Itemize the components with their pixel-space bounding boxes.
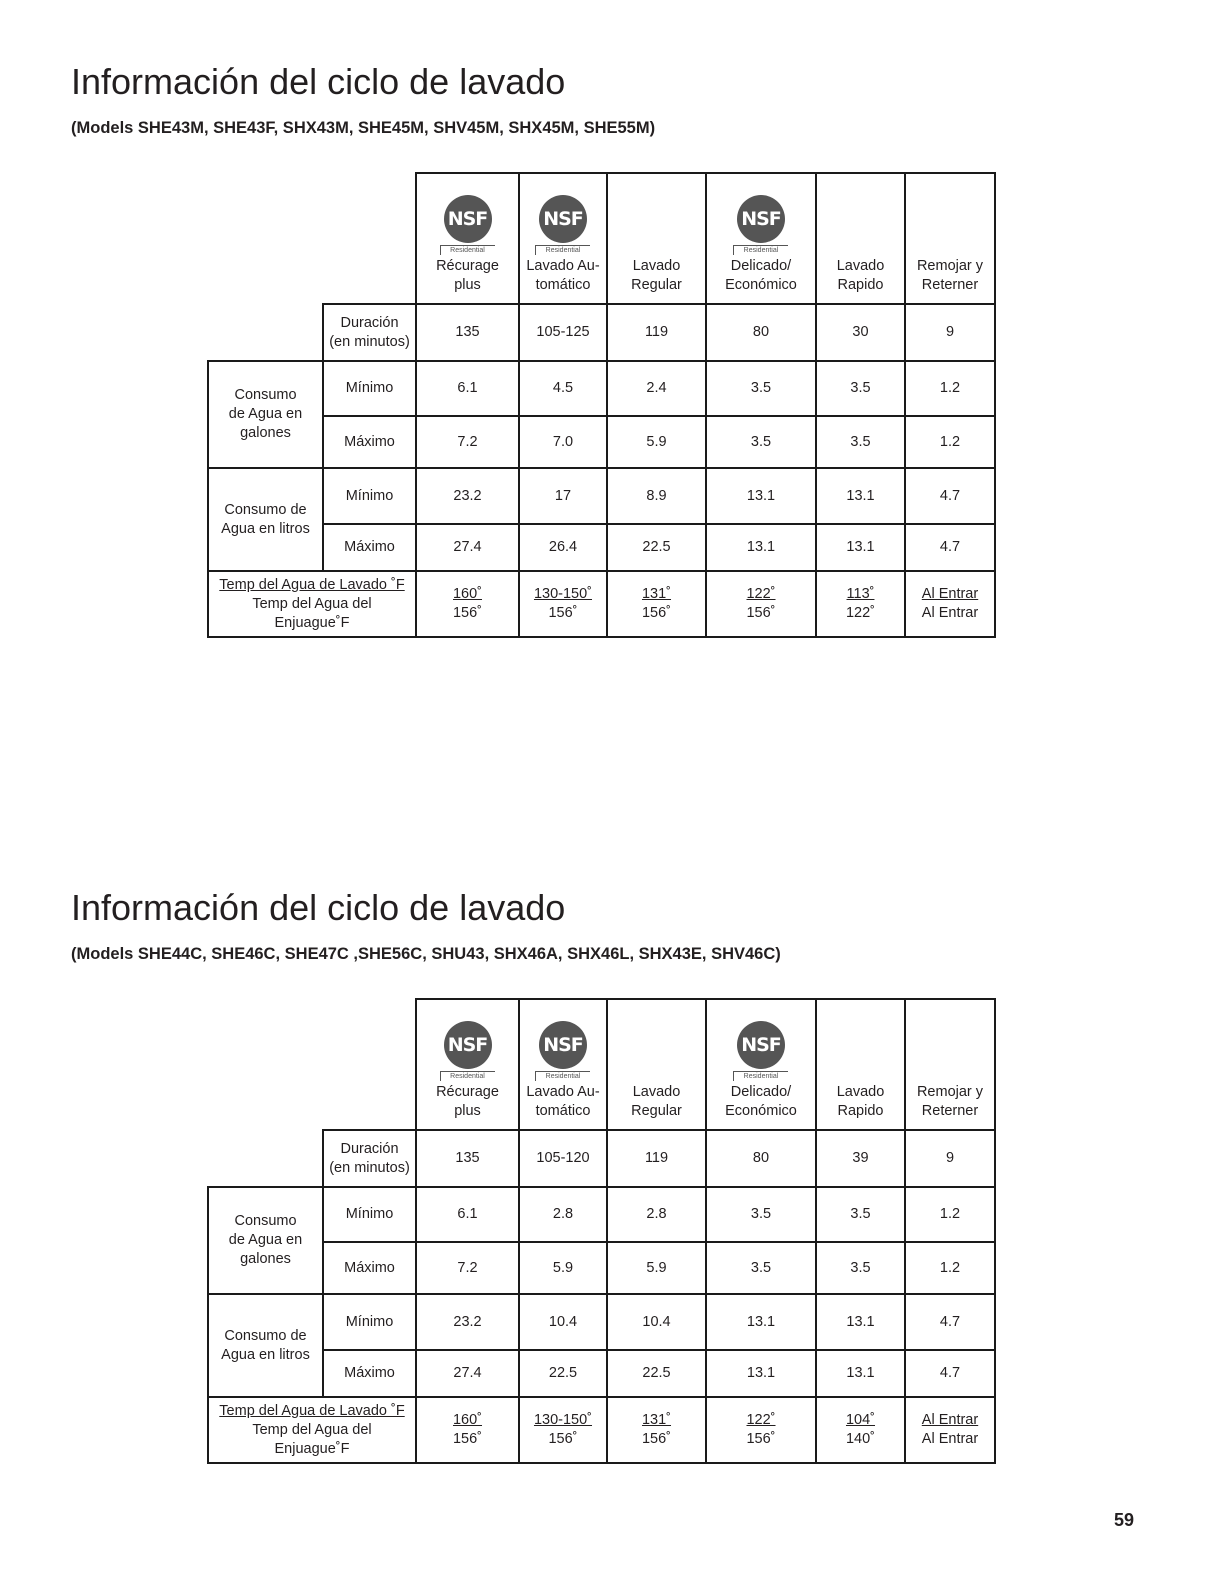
duration-row: [208, 1130, 995, 1187]
wash-temp: 104˚: [845, 1412, 876, 1428]
gallons-label: Consumo de Agua en galones: [208, 361, 323, 468]
liters-max-row: [208, 524, 995, 571]
wash-temp: 131˚: [641, 586, 672, 602]
value-cell: 119: [607, 304, 706, 361]
value-cell: 3.5: [816, 416, 905, 468]
value-cell: 5.9: [519, 1242, 607, 1294]
cycle-name: Económico: [725, 277, 797, 293]
rinse-temp: 140˚: [845, 1431, 876, 1447]
value-cell: 7.0: [519, 416, 607, 468]
cycle-name: tomático: [535, 277, 591, 293]
value-cell: 23.2: [416, 468, 519, 524]
value-cell: 4.7: [905, 1294, 995, 1350]
cycle-name: Delicado/: [730, 1084, 792, 1100]
cycle-name: Delicado/: [730, 258, 792, 274]
rinse-temp: 156˚: [641, 1431, 672, 1447]
cycle-name: plus: [454, 277, 481, 293]
value-cell: 80: [706, 304, 816, 361]
value-cell: 2.8: [519, 1187, 607, 1242]
wash-temp: 131˚: [641, 1412, 672, 1428]
value-cell: 13.1: [816, 1294, 905, 1350]
temperature-label: Temp del Agua de Lavado ˚F Temp del Agua del Enjuague˚F: [208, 1397, 416, 1463]
wash-temp: Al Entrar: [921, 1412, 979, 1428]
min-label: Mínimo: [323, 468, 416, 524]
nsf-residential-label: Residential: [440, 245, 495, 255]
cycle-name: Remojar y: [916, 258, 984, 274]
value-cell: 5.9: [607, 1242, 706, 1294]
min-label: Mínimo: [323, 1294, 416, 1350]
duration-label: Duración (en minutos): [323, 1130, 416, 1187]
cycle-header: [607, 999, 706, 1130]
cycle-name: tomático: [535, 1103, 591, 1119]
wash-temp: 113˚: [846, 586, 875, 602]
value-cell: 27.4: [416, 524, 519, 571]
value-cell: 13.1: [706, 1294, 816, 1350]
value-cell: 3.5: [706, 1242, 816, 1294]
max-label: Máximo: [323, 524, 416, 571]
header-row: [208, 999, 995, 1130]
cycle-name: Regular: [631, 277, 682, 293]
temperature-cell: [519, 571, 607, 637]
rinse-temp: Al Entrar: [921, 605, 979, 621]
value-cell: 105-120: [519, 1130, 607, 1187]
section-title: Información del ciclo de lavado: [71, 887, 566, 928]
cycle-header: [607, 173, 706, 304]
max-label: Máximo: [323, 1242, 416, 1294]
cycle-name: Rapido: [837, 1103, 884, 1119]
cycle-header: [706, 173, 816, 304]
cycle-header: [905, 173, 995, 304]
value-cell: 23.2: [416, 1294, 519, 1350]
value-cell: 10.4: [607, 1294, 706, 1350]
cycle-table: [207, 998, 996, 1464]
cycle-header: [816, 173, 905, 304]
value-cell: 13.1: [816, 468, 905, 524]
rinse-temp: 156˚: [746, 605, 776, 621]
wash-temp: 160˚: [452, 586, 483, 602]
min-label: Mínimo: [323, 1187, 416, 1242]
page-number: 59: [1114, 1510, 1135, 1530]
temperature-cell: [905, 1397, 995, 1463]
duration-label: Duración (en minutos): [323, 304, 416, 361]
cycle-name: Rapido: [837, 277, 884, 293]
nsf-certified-icon: NSF: [444, 195, 492, 243]
temperature-cell: [519, 1397, 607, 1463]
min-label: Mínimo: [323, 361, 416, 416]
value-cell: 13.1: [706, 524, 816, 571]
wash-temp: 130-150˚: [533, 586, 593, 602]
value-cell: 22.5: [607, 1350, 706, 1397]
value-cell: 3.5: [706, 361, 816, 416]
cycle-header: [416, 173, 519, 304]
liters-max-row: [208, 1350, 995, 1397]
nsf-certified-icon: NSF: [539, 1021, 587, 1069]
header-row: [208, 173, 995, 304]
rinse-temp: 122˚: [845, 605, 876, 621]
value-cell: 135: [416, 1130, 519, 1187]
value-cell: 9: [905, 304, 995, 361]
value-cell: 22.5: [607, 524, 706, 571]
value-cell: 5.9: [607, 416, 706, 468]
temperature-row: [208, 571, 995, 637]
value-cell: 80: [706, 1130, 816, 1187]
gallons-min-row: [208, 1187, 995, 1242]
cycle-name: plus: [454, 1103, 481, 1119]
cycle-header: [706, 999, 816, 1130]
value-cell: 105-125: [519, 304, 607, 361]
wash-temp: 122˚: [746, 586, 776, 602]
temperature-cell: [816, 1397, 905, 1463]
temperature-cell: [706, 1397, 816, 1463]
value-cell: 4.7: [905, 468, 995, 524]
models-subtitle: (Models SHE44C, SHE46C, SHE47C ,SHE56C, SHU43, SHX46A, SHX46L, SHX43E, SHV46C): [71, 945, 781, 963]
value-cell: 13.1: [816, 1350, 905, 1397]
cycle-header: [416, 999, 519, 1130]
rinse-temp: 156˚: [641, 605, 672, 621]
nsf-residential-label: Residential: [733, 245, 788, 255]
section-title: Información del ciclo de lavado: [71, 61, 566, 102]
temperature-cell: [416, 1397, 519, 1463]
cycle-name: Récurage: [436, 258, 499, 274]
rinse-temp: 156˚: [452, 1431, 483, 1447]
nsf-residential-label: Residential: [440, 1071, 495, 1081]
cycle-name: Lavado Au-: [526, 1084, 600, 1100]
wash-temp: Al Entrar: [921, 586, 979, 602]
value-cell: 6.1: [416, 361, 519, 416]
nsf-certified-icon: NSF: [444, 1021, 492, 1069]
cycle-header: [519, 999, 607, 1130]
temperature-cell: [816, 571, 905, 637]
value-cell: 2.8: [607, 1187, 706, 1242]
value-cell: 4.5: [519, 361, 607, 416]
value-cell: 39: [816, 1130, 905, 1187]
value-cell: 4.7: [905, 1350, 995, 1397]
temperature-cell: [706, 571, 816, 637]
rinse-temp: 156˚: [746, 1431, 776, 1447]
liters-min-row: [208, 1294, 995, 1350]
cycle-header: [816, 999, 905, 1130]
cycle-name: Remojar y: [916, 1084, 984, 1100]
nsf-residential-label: Residential: [733, 1071, 788, 1081]
nsf-certified-icon: NSF: [737, 195, 785, 243]
temperature-cell: [905, 571, 995, 637]
max-label: Máximo: [323, 416, 416, 468]
value-cell: 3.5: [706, 1187, 816, 1242]
rinse-temp: Al Entrar: [921, 1431, 979, 1447]
cycle-name: Lavado: [836, 1084, 885, 1100]
cycle-name: Regular: [631, 1103, 682, 1119]
liters-min-row: [208, 468, 995, 524]
value-cell: 3.5: [816, 1242, 905, 1294]
duration-row: [208, 304, 995, 361]
rinse-temp: 156˚: [452, 605, 483, 621]
nsf-certified-icon: NSF: [737, 1021, 785, 1069]
value-cell: 27.4: [416, 1350, 519, 1397]
value-cell: 1.2: [905, 416, 995, 468]
cycle-table: [207, 172, 996, 638]
wash-temp: 130-150˚: [533, 1412, 593, 1428]
nsf-residential-label: Residential: [535, 245, 590, 255]
value-cell: 17: [519, 468, 607, 524]
value-cell: 30: [816, 304, 905, 361]
wash-temp: 122˚: [746, 1412, 776, 1428]
temperature-row: [208, 1397, 995, 1463]
value-cell: 8.9: [607, 468, 706, 524]
value-cell: 7.2: [416, 1242, 519, 1294]
value-cell: 26.4: [519, 524, 607, 571]
value-cell: 13.1: [816, 524, 905, 571]
nsf-certified-icon: NSF: [539, 195, 587, 243]
cycle-name: Lavado Au-: [526, 258, 600, 274]
cycle-name: Lavado: [836, 258, 885, 274]
value-cell: 7.2: [416, 416, 519, 468]
cycle-name: Lavado: [632, 1084, 681, 1100]
value-cell: 1.2: [905, 361, 995, 416]
temperature-cell: [416, 571, 519, 637]
gallons-min-row: [208, 361, 995, 416]
models-subtitle: (Models SHE43M, SHE43F, SHX43M, SHE45M, SHV45M, SHX45M, SHE55M): [71, 119, 656, 137]
cycle-name: Récurage: [436, 1084, 499, 1100]
value-cell: 4.7: [905, 524, 995, 571]
gallons-label: Consumo de Agua en galones: [208, 1187, 323, 1294]
temperature-label: Temp del Agua de Lavado ˚F Temp del Agua del Enjuague˚F: [208, 571, 416, 637]
cycle-name: Reterner: [921, 1103, 979, 1119]
value-cell: 3.5: [816, 1187, 905, 1242]
cycle-name: Económico: [725, 1103, 797, 1119]
value-cell: 10.4: [519, 1294, 607, 1350]
wash-temp: 160˚: [452, 1412, 483, 1428]
value-cell: 3.5: [816, 361, 905, 416]
gallons-max-row: [208, 416, 995, 468]
nsf-residential-label: Residential: [535, 1071, 590, 1081]
liters-label: Consumo de Agua en litros: [208, 468, 323, 571]
value-cell: 13.1: [706, 1350, 816, 1397]
value-cell: 3.5: [706, 416, 816, 468]
cycle-name: Lavado: [632, 258, 681, 274]
cycle-header: [905, 999, 995, 1130]
rinse-temp: 156˚: [548, 1431, 578, 1447]
value-cell: 2.4: [607, 361, 706, 416]
value-cell: 119: [607, 1130, 706, 1187]
value-cell: 9: [905, 1130, 995, 1187]
value-cell: 135: [416, 304, 519, 361]
value-cell: 13.1: [706, 468, 816, 524]
liters-label: Consumo de Agua en litros: [208, 1294, 323, 1397]
value-cell: 1.2: [905, 1187, 995, 1242]
cycle-name: Reterner: [921, 277, 979, 293]
value-cell: 6.1: [416, 1187, 519, 1242]
temperature-cell: [607, 1397, 706, 1463]
value-cell: 1.2: [905, 1242, 995, 1294]
cycle-header: [519, 173, 607, 304]
gallons-max-row: [208, 1242, 995, 1294]
temperature-cell: [607, 571, 706, 637]
max-label: Máximo: [323, 1350, 416, 1397]
rinse-temp: 156˚: [548, 605, 578, 621]
value-cell: 22.5: [519, 1350, 607, 1397]
